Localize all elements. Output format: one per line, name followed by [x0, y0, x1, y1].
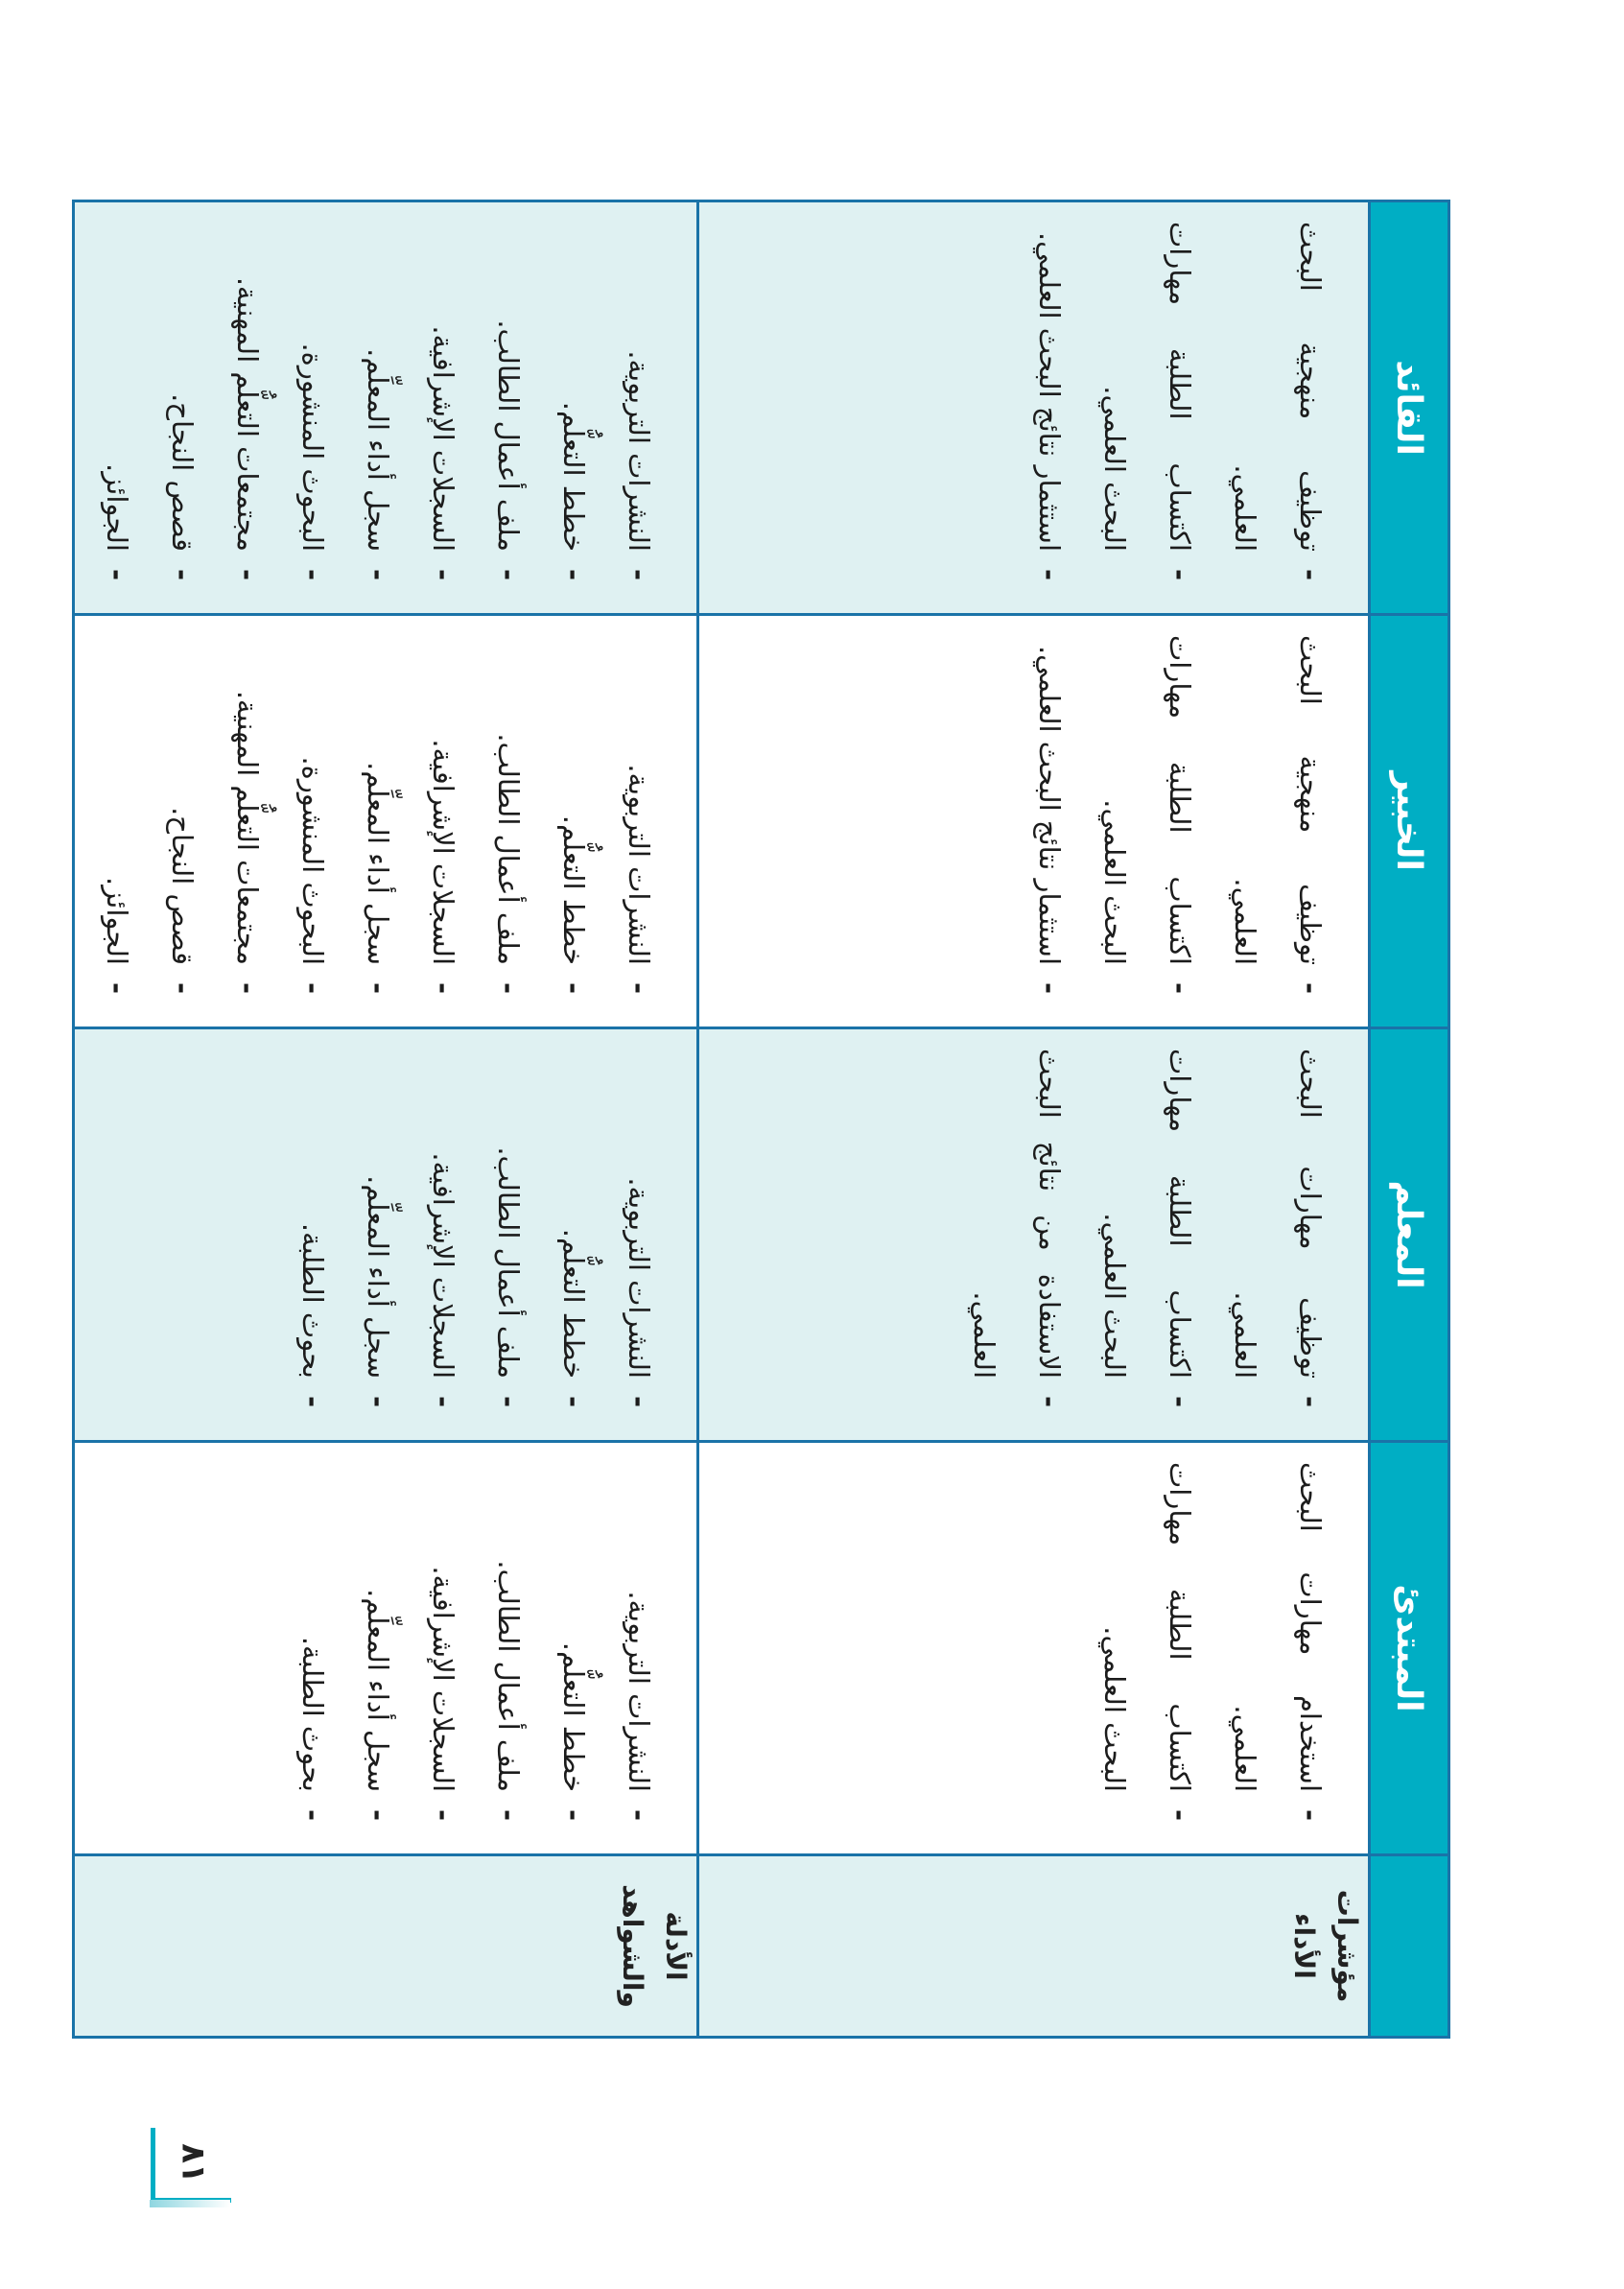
cell-evidence-teacher	[74, 1028, 698, 1442]
header-row	[1370, 201, 1449, 2038]
indicators-row	[698, 201, 1370, 2038]
page-number-box	[151, 2128, 231, 2203]
list-item: - استثمار نتائج البحث العلمي.	[1017, 635, 1082, 994]
page-number-shadow	[150, 2200, 230, 2207]
list-item: - سجل أداء المعلِّم.	[345, 635, 411, 994]
list-item: - اكتساب الطلبة مهارات البحث العلمي.	[1082, 1462, 1212, 1821]
list-item: - ملف أعمال الطالب.	[476, 1462, 541, 1821]
list-item: - ملف أعمال الطالب.	[476, 222, 541, 580]
list-item: - استثمار نتائج البحث العلمي.	[1017, 222, 1082, 580]
list-item: - استخدام مهارات البحث العلمي.	[1212, 1462, 1343, 1821]
indicators-beginner-list	[1072, 1443, 1368, 1853]
list-item: - الجوائز.	[84, 222, 150, 580]
list-item: - مجتمعات التعلُّم المهنية.	[215, 222, 280, 580]
list-item: - خطط التعلُّم.	[541, 1462, 606, 1821]
list-item: - اكتساب الطلبة مهارات البحث العلمي.	[1082, 222, 1212, 580]
list-item: - خطط التعلُّم.	[541, 635, 606, 994]
header-corner	[1370, 1855, 1449, 2038]
row-label-evidence: الأدلة والشواهد	[74, 1855, 698, 2038]
list-item: - البحوث المنشورة.	[280, 222, 345, 580]
list-item: - الاستفادة من نتائج البحث العلمي.	[952, 1049, 1082, 1407]
cell-evidence-beginner	[74, 1442, 698, 1855]
page-number: ٨١	[174, 2142, 213, 2183]
list-item: - اكتساب الطلبة مهارات البحث العلمي.	[1082, 635, 1212, 994]
rubric-table	[72, 200, 1450, 2039]
list-item: - النشرات التربوية.	[606, 222, 671, 580]
list-item: - السجلات الإشرافية.	[411, 1049, 476, 1407]
list-item: - سجل أداء المعلِّم.	[345, 1462, 411, 1821]
cell-evidence-expert	[74, 615, 698, 1028]
indicators-teacher-list	[942, 1029, 1368, 1440]
list-item: - توظيف مهارات البحث العلمي.	[1212, 1049, 1343, 1407]
list-item: - النشرات التربوية.	[606, 1462, 671, 1821]
cell-indicators-beginner	[698, 1442, 1370, 1855]
list-item: - خطط التعلُّم.	[541, 222, 606, 580]
cell-indicators-teacher	[698, 1028, 1370, 1442]
list-item: - السجلات الإشرافية.	[411, 222, 476, 580]
evidence-beginner-list	[271, 1443, 696, 1853]
column-header-beginner: المبتدئ	[1370, 1442, 1449, 1855]
list-item: - بحوث الطلبة.	[280, 1049, 345, 1407]
list-item: - اكتساب الطلبة مهارات البحث العلمي.	[1082, 1049, 1212, 1407]
list-item: - توظيف منهجية البحث العلمي.	[1212, 635, 1343, 994]
evidence-expert-list	[75, 616, 696, 1027]
indicators-leader-list	[1007, 202, 1368, 613]
cell-indicators-expert	[698, 615, 1370, 1028]
evidence-row	[74, 201, 698, 2038]
cell-indicators-leader	[698, 201, 1370, 615]
indicators-expert-list	[1007, 616, 1368, 1027]
column-header-leader: القائد	[1370, 201, 1449, 615]
list-item: - ملف أعمال الطالب.	[476, 635, 541, 994]
list-item: - ملف أعمال الطالب.	[476, 1049, 541, 1407]
evidence-leader-list	[75, 202, 696, 613]
list-item: - بحوث الطلبة.	[280, 1462, 345, 1821]
list-item: - السجلات الإشرافية.	[411, 635, 476, 994]
list-item: - البحوث المنشورة.	[280, 635, 345, 994]
row-label-indicators: مؤشرات الأداء	[698, 1855, 1370, 2038]
list-item: - خطط التعلُّم.	[541, 1049, 606, 1407]
column-header-expert: الخبير	[1370, 615, 1449, 1028]
rubric-table-rotated	[101, 200, 1450, 2036]
list-item: - قصص النجاح.	[150, 222, 215, 580]
list-item: - توظيف منهجية البحث العلمي.	[1212, 222, 1343, 580]
cell-evidence-leader	[74, 201, 698, 615]
column-header-teacher: المعلم	[1370, 1028, 1449, 1442]
list-item: - النشرات التربوية.	[606, 1049, 671, 1407]
list-item: - الجوائز.	[84, 635, 150, 994]
list-item: - النشرات التربوية.	[606, 635, 671, 994]
list-item: - مجتمعات التعلُّم المهنية.	[215, 635, 280, 994]
list-item: - سجل أداء المعلِّم.	[345, 222, 411, 580]
list-item: - قصص النجاح.	[150, 635, 215, 994]
evidence-teacher-list	[271, 1029, 696, 1440]
list-item: - السجلات الإشرافية.	[411, 1462, 476, 1821]
list-item: - سجل أداء المعلِّم.	[345, 1049, 411, 1407]
